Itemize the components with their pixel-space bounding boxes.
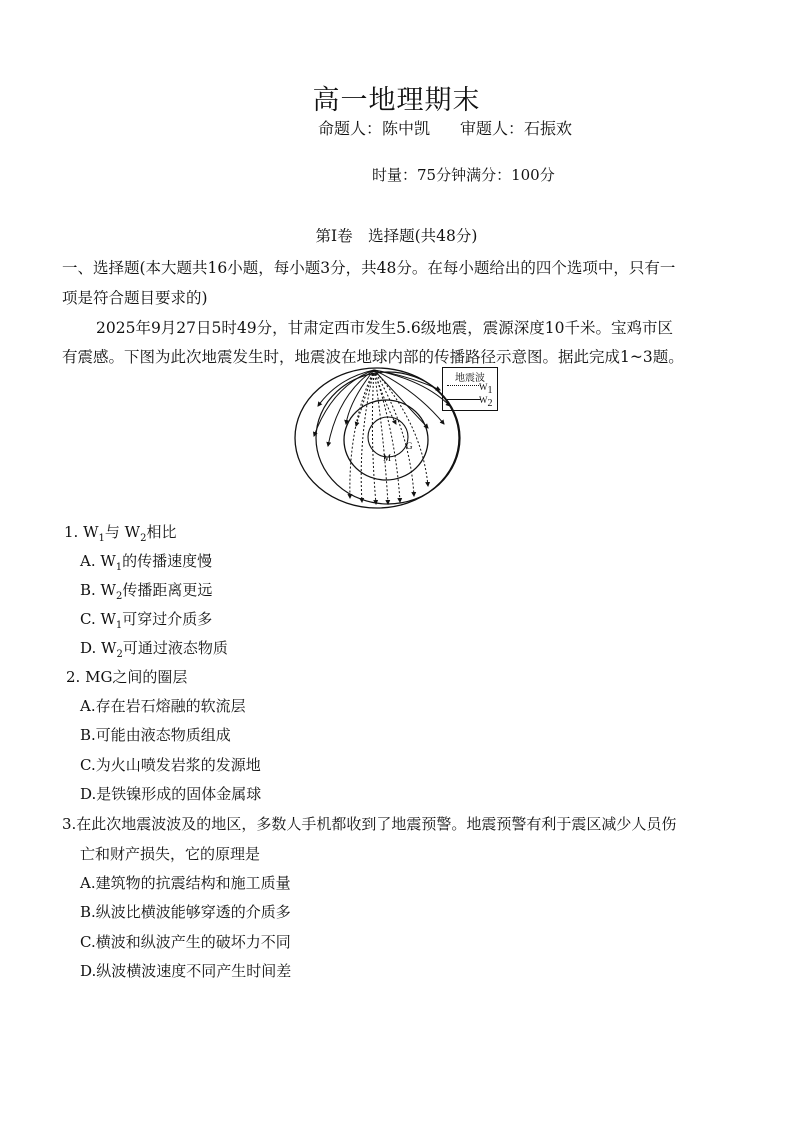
- setter: 命题人：陈中凯: [318, 119, 431, 138]
- question-3-stem-line-2: 亡和财产损失，它的原理是: [80, 845, 261, 863]
- q2-option-d: D.是铁镍形成的固体金属球: [80, 785, 262, 803]
- legend-solid-arrow: [447, 399, 481, 400]
- section-heading: 第Ⅰ卷 选择题(共48分): [315, 227, 478, 245]
- passage-line-1: 2025年9月27日5时49分，甘肃定西市发生5.6级地震，震源深度10千米。宝鸡市区: [96, 319, 673, 337]
- legend-w2: $W_2$: [479, 395, 493, 409]
- q2-option-c: C.为火山喷发岩浆的发源地: [80, 756, 261, 774]
- label-g: G: [406, 441, 413, 451]
- reviewer: 审题人：石振欢: [460, 119, 573, 138]
- legend-title: 地震波: [455, 373, 485, 384]
- legend-dotted-arrow: [447, 385, 481, 386]
- outer-core-boundary: [344, 400, 428, 480]
- q2-option-b: B.可能由液态物质组成: [80, 726, 231, 744]
- q3-option-a: A.建筑物的抗震结构和施工质量: [80, 874, 291, 892]
- question-2-stem: 2. MG之间的圈层: [66, 668, 188, 686]
- label-m: M: [383, 453, 392, 463]
- earth-outer-circle: [295, 368, 459, 508]
- question-3-stem-line-1: 3.在此次地震波波及的地区，多数人手机都收到了地震预警。地震预警有利于震区减少人员伤: [62, 815, 677, 833]
- q1-option-a: A. $W_1$的传播速度慢: [80, 552, 213, 573]
- q1-option-b: B. $W_2$传播距离更远: [80, 581, 213, 602]
- question-1-stem: 1. $W_1$与 $W_2$相比: [64, 523, 177, 544]
- q3-option-c: C.横波和纵波产生的破坏力不同: [80, 933, 291, 951]
- inner-core-boundary: [368, 417, 408, 457]
- instruction-line-1: 一、选择题(本大题共16小题，每小题3分，共48分。在每小题给出的四个选项中，只有一: [62, 259, 676, 277]
- instruction-line-2: 项是符合题目要求的): [62, 289, 208, 307]
- q1-option-d: D. $W_2$可通过液态物质: [80, 639, 228, 660]
- time-score: 时量：75分钟满分：100分: [372, 166, 555, 184]
- author-line: [318, 116, 572, 139]
- passage-line-2: 有震感。下图为此次地震发生时，地震波在地球内部的传播路径示意图。据此完成1~3题。: [62, 348, 684, 366]
- q2-option-a: A.存在岩石熔融的软流层: [80, 697, 246, 715]
- q1-option-c: C. $W_1$可穿过介质多: [80, 610, 213, 631]
- q3-option-b: B.纵波比横波能够穿透的介质多: [80, 903, 291, 921]
- w1-ray-paths: [350, 370, 428, 504]
- legend-w1: $W_1$: [479, 382, 493, 396]
- q3-option-d: D.纵波横波速度不同产生时间差: [80, 962, 292, 980]
- diagram-legend: [442, 367, 498, 411]
- page-title: 高一地理期末: [312, 85, 481, 116]
